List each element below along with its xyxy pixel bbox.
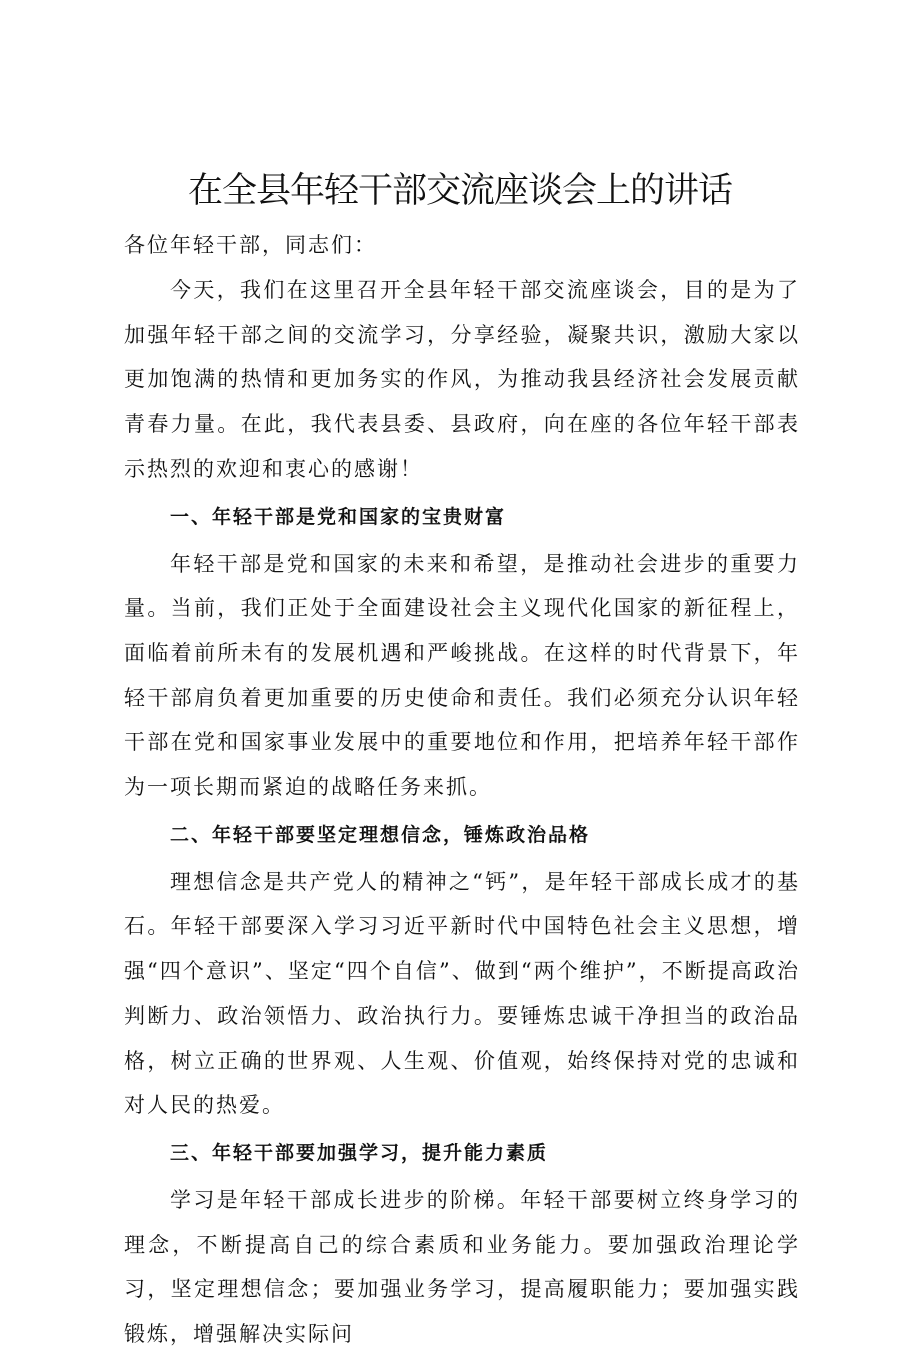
section-body-1: 年轻干部是党和国家的未来和希望，是推动社会进步的重要力量。当前，我们正处于全面建设社会主义现代化国家的新征程上，面临着前所未有的发展机遇和严峻挑战。在这样的时代背景下，年轻干部肩负着更加重要的历史使命和责任。我们必须充分认识年轻干部在党和国家事业发展中的重要地位和作用，把培养年轻干部作为一项长期而紧迫的战略任务来抓。	[124, 551, 800, 800]
intro-paragraph: 今天，我们在这里召开全县年轻干部交流座谈会，目的是为了加强年轻干部之间的交流学习，分享经验，凝聚共识，激励大家以更加饱满的热情和更加务实的作风，为推动我县经济社会发展贡献青春力量。在此，我代表县委、县政府，向在座的各位年轻干部表示热烈的欢迎和衷心的感谢！	[124, 278, 800, 481]
section-body-3: 学习是年轻干部成长进步的阶梯。年轻干部要树立终身学习的理念，不断提高自己的综合素质和业务能力。要加强政治理论学习，坚定理想信念；要加强业务学习，提高履职能力；要加强实践锻炼，增强解决实际问	[124, 1187, 800, 1347]
document-title: 在全县年轻干部交流座谈会上的讲话	[187, 171, 732, 211]
section-heading-3: 三、年轻干部要加强学习，提升能力素质	[170, 1141, 549, 1164]
section-body-2: 理想信念是共产党人的精神之“钙”，是年轻干部成长成才的基石。年轻干部要深入学习习近平新时代中国特色社会主义思想，增强“四个意识”、坚定“四个自信”、做到“两个维护”，不断提高政治判断力、政治领悟力、政治执行力。要锤炼忠诚干净担当的政治品格，树立正确的世界观、人生观、价值观，始终保持对党的忠诚和对人民的热爱。	[124, 869, 800, 1118]
section-heading-1: 一、年轻干部是党和国家的宝贵财富	[170, 505, 507, 528]
salutation: 各位年轻干部，同志们：	[124, 233, 377, 257]
document-body	[124, 228, 800, 1357]
section-heading-2: 二、年轻干部要坚定理想信念，锤炼政治品格	[170, 823, 591, 846]
